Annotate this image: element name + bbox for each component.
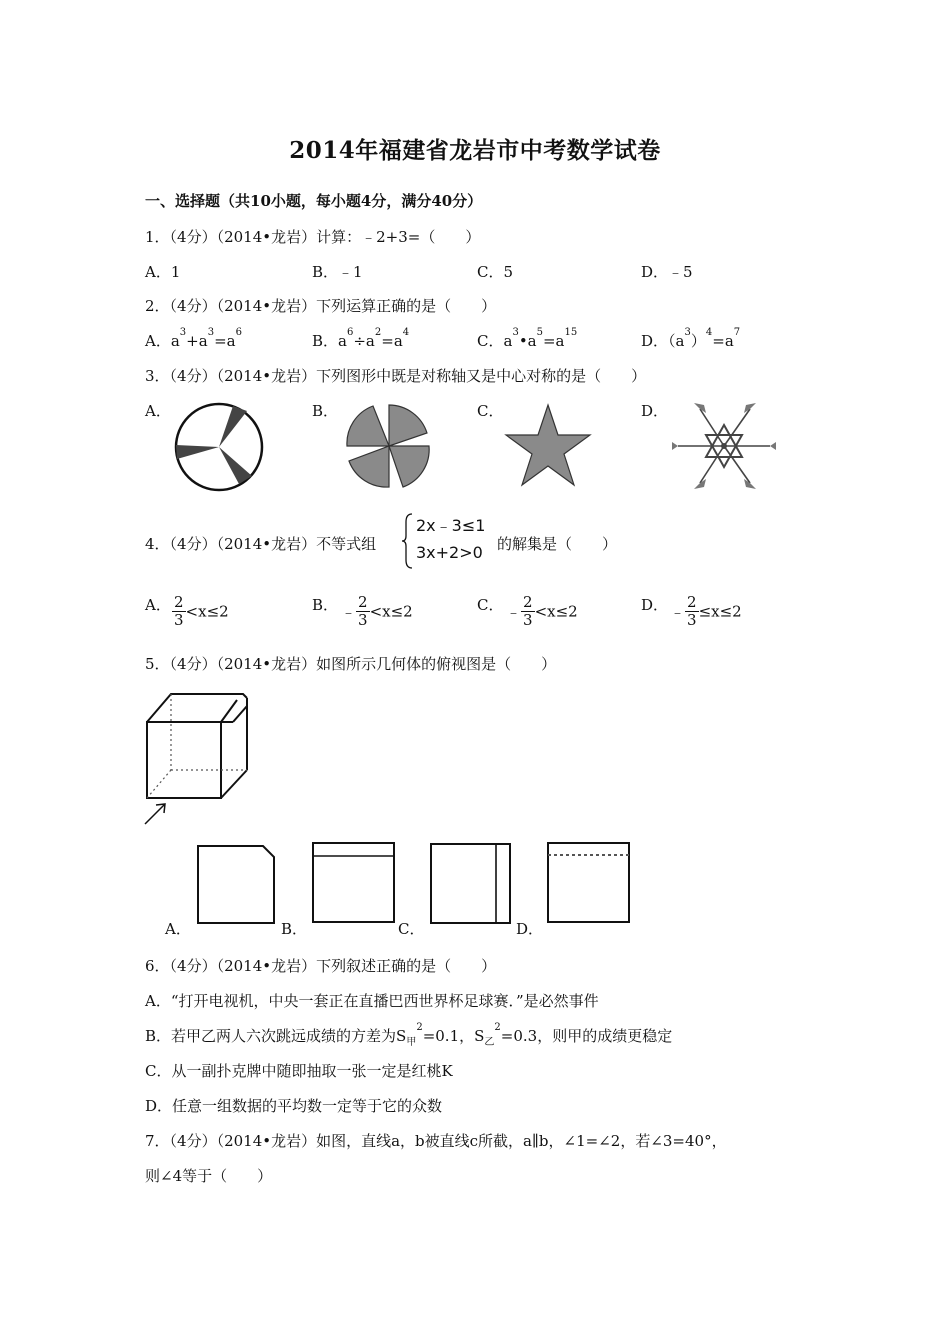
q4-inequality-2: 3x+2>0 <box>416 543 483 562</box>
q4-option-c-label: C． <box>477 596 504 614</box>
q2-option-a: A．$a^3+a^3=a^6$ <box>145 327 242 350</box>
q6-option-d: D．任意一组数据的平均数一定等于它的众数 <box>145 1097 443 1115</box>
question-6-stem: 6．（4分）（2014•龙岩）下列叙述正确的是（ ） <box>145 957 497 975</box>
q3-option-c-label: C． <box>477 402 504 420</box>
fraction: $\frac{2}{3}$ <box>358 593 368 629</box>
q3-figure-c-star <box>505 403 591 487</box>
q5-option-d-figure <box>547 842 631 924</box>
q4-system-brace <box>402 512 414 570</box>
question-5-stem: 5．（4分）（2014•龙岩）如图所示几何体的俯视图是（ ） <box>145 655 557 673</box>
fraction: $\frac{2}{3}$ <box>687 593 697 629</box>
q4-option-a-label: A． <box>145 596 171 614</box>
q5-option-a-figure <box>197 845 277 925</box>
section-heading: 一、选择题（共10小题，每小题4分，满分40分） <box>145 192 483 210</box>
question-1-stem: 1．（4分）（2014•龙岩）计算：﹣2+3=（ ） <box>145 228 481 246</box>
q1-option-b: B．﹣1 <box>312 263 363 281</box>
question-3-stem: 3．（4分）（2014•龙岩）下列图形中既是对称轴又是中心对称的是（ ） <box>145 367 647 385</box>
question-7-stem-line2: 则∠4等于（ ） <box>145 1167 273 1185</box>
q5-option-c-label: C． <box>398 920 425 938</box>
q4-option-b: ﹣ $\frac{2}{3}$ <x≤2 <box>341 593 413 629</box>
fraction: $\frac{2}{3}$ <box>523 593 533 629</box>
q5-solid-figure <box>143 690 253 826</box>
page-title: 2014年福建省龙岩市中考数学试卷 <box>289 137 661 164</box>
q4-option-a: $\frac{2}{3}$ <x≤2 <box>174 593 229 629</box>
q5-option-a-label: A． <box>165 920 191 938</box>
q4-option-c: ﹣ $\frac{2}{3}$ <x≤2 <box>506 593 578 629</box>
q2-option-b: B．$a^6\div a^2=a^4$ <box>312 327 410 350</box>
question-4-stem-post: 的解集是（ ） <box>497 535 618 553</box>
q6-option-a: A．“打开电视机，中央一套正在直播巴西世界杯足球赛．”是必然事件 <box>145 992 599 1010</box>
q5-option-c-figure <box>430 843 512 925</box>
q2-option-d: D．$(a^3)^4=a^7$ <box>641 327 741 350</box>
q3-option-a-label: A． <box>145 402 171 420</box>
q1-option-a: A．1 <box>145 263 181 281</box>
question-7-stem-line1: 7．（4分）（2014•龙岩）如图，直线a，b被直线c所截，a∥b，∠1=∠2，若∠3=40°， <box>145 1132 727 1150</box>
q3-figure-a-circle <box>173 401 265 493</box>
q4-inequality-1: 2x﹣3≤1 <box>416 516 486 535</box>
q4-option-d: ﹣ $\frac{2}{3}$ ≤x≤2 <box>670 593 742 629</box>
q4-option-d-label: D． <box>641 596 669 614</box>
q1-option-d: D．﹣5 <box>641 263 693 281</box>
q3-figure-b-pinwheel <box>343 403 435 489</box>
q4-option-b-label: B． <box>312 596 339 614</box>
q3-figure-d-snowflake <box>670 401 778 491</box>
q2-option-c: C．$a^3•a^5=a^{15}$ <box>477 327 578 350</box>
question-2-stem: 2．（4分）（2014•龙岩）下列运算正确的是（ ） <box>145 297 497 315</box>
q3-option-d-label: D． <box>641 402 669 420</box>
q6-option-c: C．从一副扑克牌中随即抽取一张一定是红桃K <box>145 1062 453 1080</box>
question-4-stem-pre: 4．（4分）（2014•龙岩）不等式组 <box>145 535 377 553</box>
q6-option-b: B．若甲乙两人六次跳远成绩的方差为$S_甲^2=0.1$，$S_乙^2=0.3$，则甲的成绩更稳定 <box>145 1022 673 1048</box>
q1-option-c: C．5 <box>477 263 514 281</box>
q5-option-b-label: B． <box>281 920 308 938</box>
q5-option-d-label: D． <box>516 920 544 938</box>
fraction: $\frac{2}{3}$ <box>174 593 184 629</box>
q3-option-b-label: B． <box>312 402 339 420</box>
q5-option-b-figure <box>312 842 396 924</box>
